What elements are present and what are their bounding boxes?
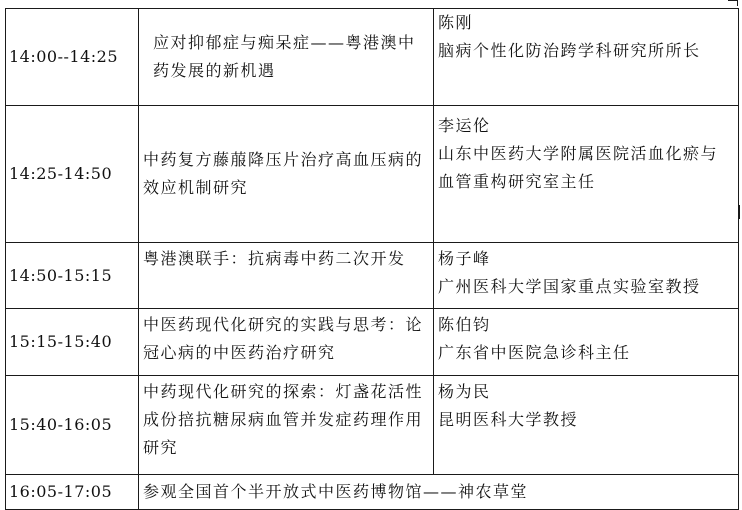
topic-cell: [139, 243, 434, 309]
topic-text: 粤港澳联手：抗病毒中药二次开发: [143, 249, 406, 268]
topic-text: 中医药现代化研究的实践与思考：论冠心病的中医药治疗研究: [143, 315, 424, 362]
table-row: [6, 9, 739, 106]
speaker-cell: [434, 106, 739, 243]
schedule-table: [5, 8, 739, 510]
speaker-title: 昆明医科大学教授: [438, 410, 579, 429]
topic-cell: [139, 309, 434, 376]
speaker-title: 脑病个性化防治跨学科研究所所长: [438, 41, 701, 60]
speaker-name: 杨为民: [438, 382, 491, 401]
topic-text: 中药现代化研究的探索：灯盏花活性成份掊抗糖尿病血管并发症药理作用研究: [143, 382, 424, 457]
topic-cell: [139, 376, 434, 475]
topic-cell: [139, 475, 739, 510]
time-cell: 16:05-17:05: [6, 475, 139, 510]
time-cell: 14:50-15:15: [6, 243, 139, 309]
topic-text: 参观全国首个半开放式中医药博物馆——神农草堂: [143, 482, 529, 501]
table-row: [6, 106, 739, 243]
topic-cell: [139, 9, 434, 106]
time-cell: 14:00--14:25: [6, 9, 139, 106]
table-corner-mark: [737, 0, 738, 6]
speaker-name: 杨子峰: [438, 249, 491, 268]
topic-text: 中药复方藤菔降压片治疗高血压病的效应机制研究: [143, 150, 424, 197]
speaker-cell: [434, 309, 739, 376]
speaker-name: 陈刚: [438, 13, 474, 32]
speaker-title: 广东省中医院急诊科主任: [438, 343, 631, 362]
topic-cell: [139, 106, 434, 243]
table-row: [6, 475, 739, 510]
speaker-cell: [434, 376, 739, 475]
speaker-title: 广州医科大学国家重点实验室教授: [438, 277, 701, 296]
speaker-name: 李运伦: [438, 116, 491, 135]
topic-text: 应对抑郁症与痴呆症——粤港澳中药发展的新机遇: [153, 33, 416, 80]
table-row: [6, 243, 739, 309]
table-row: [6, 309, 739, 376]
speaker-cell: [434, 243, 739, 309]
time-cell: 15:15-15:40: [6, 309, 139, 376]
speaker-name: 陈伯钧: [438, 315, 491, 334]
speaker-title: 山东中医药大学附属医院活血化瘀与血管重构研究室主任: [438, 144, 719, 191]
table-row: [6, 376, 739, 475]
time-cell: 15:40-16:05: [6, 376, 139, 475]
speaker-cell: [434, 9, 739, 106]
time-cell: 14:25-14:50: [6, 106, 139, 243]
